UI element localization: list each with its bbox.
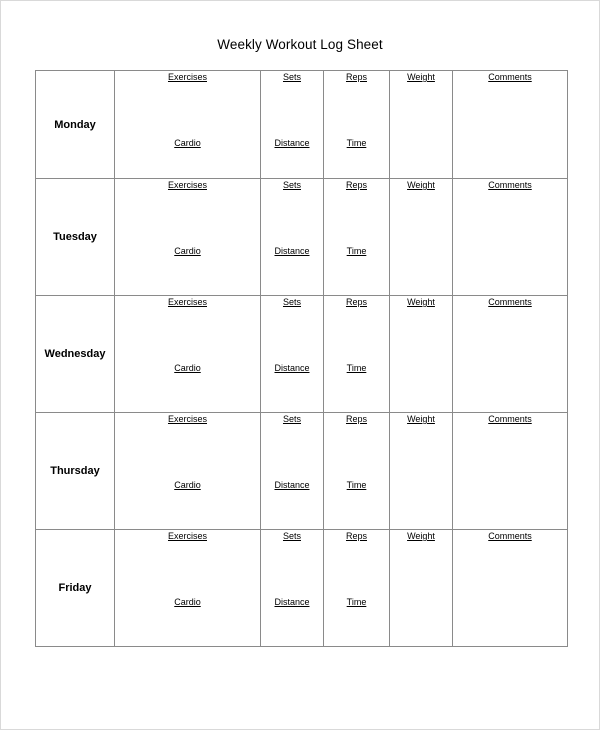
weight-header: Weight [407,297,435,307]
cardio-label: Cardio [174,138,201,148]
comments-cell[interactable] [453,296,568,413]
cardio-label: Cardio [174,480,201,490]
exercises-header: Exercises [167,180,207,190]
exercises-cell[interactable] [115,530,261,647]
sets-cell[interactable] [261,530,324,647]
sets-cell[interactable] [261,413,324,530]
day-label-cell [36,530,115,647]
day-label: Friday [58,582,92,594]
distance-label: Distance [274,480,310,490]
sets-header: Sets [282,414,301,424]
day-row-wednesday [36,296,568,413]
weight-header: Weight [407,180,435,190]
reps-header: Reps [345,180,367,190]
exercises-header: Exercises [167,531,207,541]
time-label: Time [346,138,367,148]
comments-header: Comments [488,72,532,82]
day-row-monday [36,71,568,179]
time-label: Time [346,480,367,490]
workout-log-table [35,70,568,647]
comments-header: Comments [488,180,532,190]
reps-cell[interactable] [324,413,390,530]
day-label: Wednesday [44,348,106,360]
comments-cell[interactable] [453,71,568,179]
weight-cell[interactable] [390,413,453,530]
weight-header: Weight [407,414,435,424]
comments-header: Comments [488,297,532,307]
distance-label: Distance [274,138,310,148]
cardio-label: Cardio [174,597,201,607]
day-row-thursday [36,413,568,530]
comments-cell[interactable] [453,413,568,530]
exercises-cell[interactable] [115,296,261,413]
exercises-cell[interactable] [115,413,261,530]
cardio-label: Cardio [174,246,201,256]
exercises-cell[interactable] [115,71,261,179]
reps-cell[interactable] [324,296,390,413]
exercises-cell[interactable] [115,179,261,296]
day-label-cell [36,413,115,530]
day-label-cell [36,296,115,413]
day-label-cell [36,71,115,179]
reps-header: Reps [345,72,367,82]
sets-header: Sets [282,531,301,541]
weight-header: Weight [407,72,435,82]
reps-cell[interactable] [324,179,390,296]
time-label: Time [346,246,367,256]
reps-cell[interactable] [324,530,390,647]
exercises-header: Exercises [167,72,207,82]
reps-header: Reps [345,531,367,541]
reps-header: Reps [345,414,367,424]
comments-cell[interactable] [453,530,568,647]
sets-header: Sets [282,72,301,82]
distance-label: Distance [274,363,310,373]
exercises-header: Exercises [167,414,207,424]
time-label: Time [346,363,367,373]
time-label: Time [346,597,367,607]
page-title: Weekly Workout Log Sheet [217,37,383,52]
day-label: Thursday [50,465,100,477]
weight-cell[interactable] [390,530,453,647]
reps-cell[interactable] [324,71,390,179]
comments-cell[interactable] [453,179,568,296]
day-label-cell [36,179,115,296]
exercises-header: Exercises [167,297,207,307]
sets-cell[interactable] [261,71,324,179]
weight-header: Weight [407,531,435,541]
sets-header: Sets [282,180,301,190]
day-label: Tuesday [53,231,97,243]
cardio-label: Cardio [174,363,201,373]
day-label: Monday [54,118,96,131]
weight-cell[interactable] [390,179,453,296]
sets-header: Sets [282,297,301,307]
day-row-tuesday [36,179,568,296]
comments-header: Comments [488,531,532,541]
sets-cell[interactable] [261,179,324,296]
sets-cell[interactable] [261,296,324,413]
weight-cell[interactable] [390,71,453,179]
day-row-friday [36,530,568,647]
reps-header: Reps [345,297,367,307]
distance-label: Distance [274,597,310,607]
weight-cell[interactable] [390,296,453,413]
comments-header: Comments [488,414,532,424]
distance-label: Distance [274,246,310,256]
